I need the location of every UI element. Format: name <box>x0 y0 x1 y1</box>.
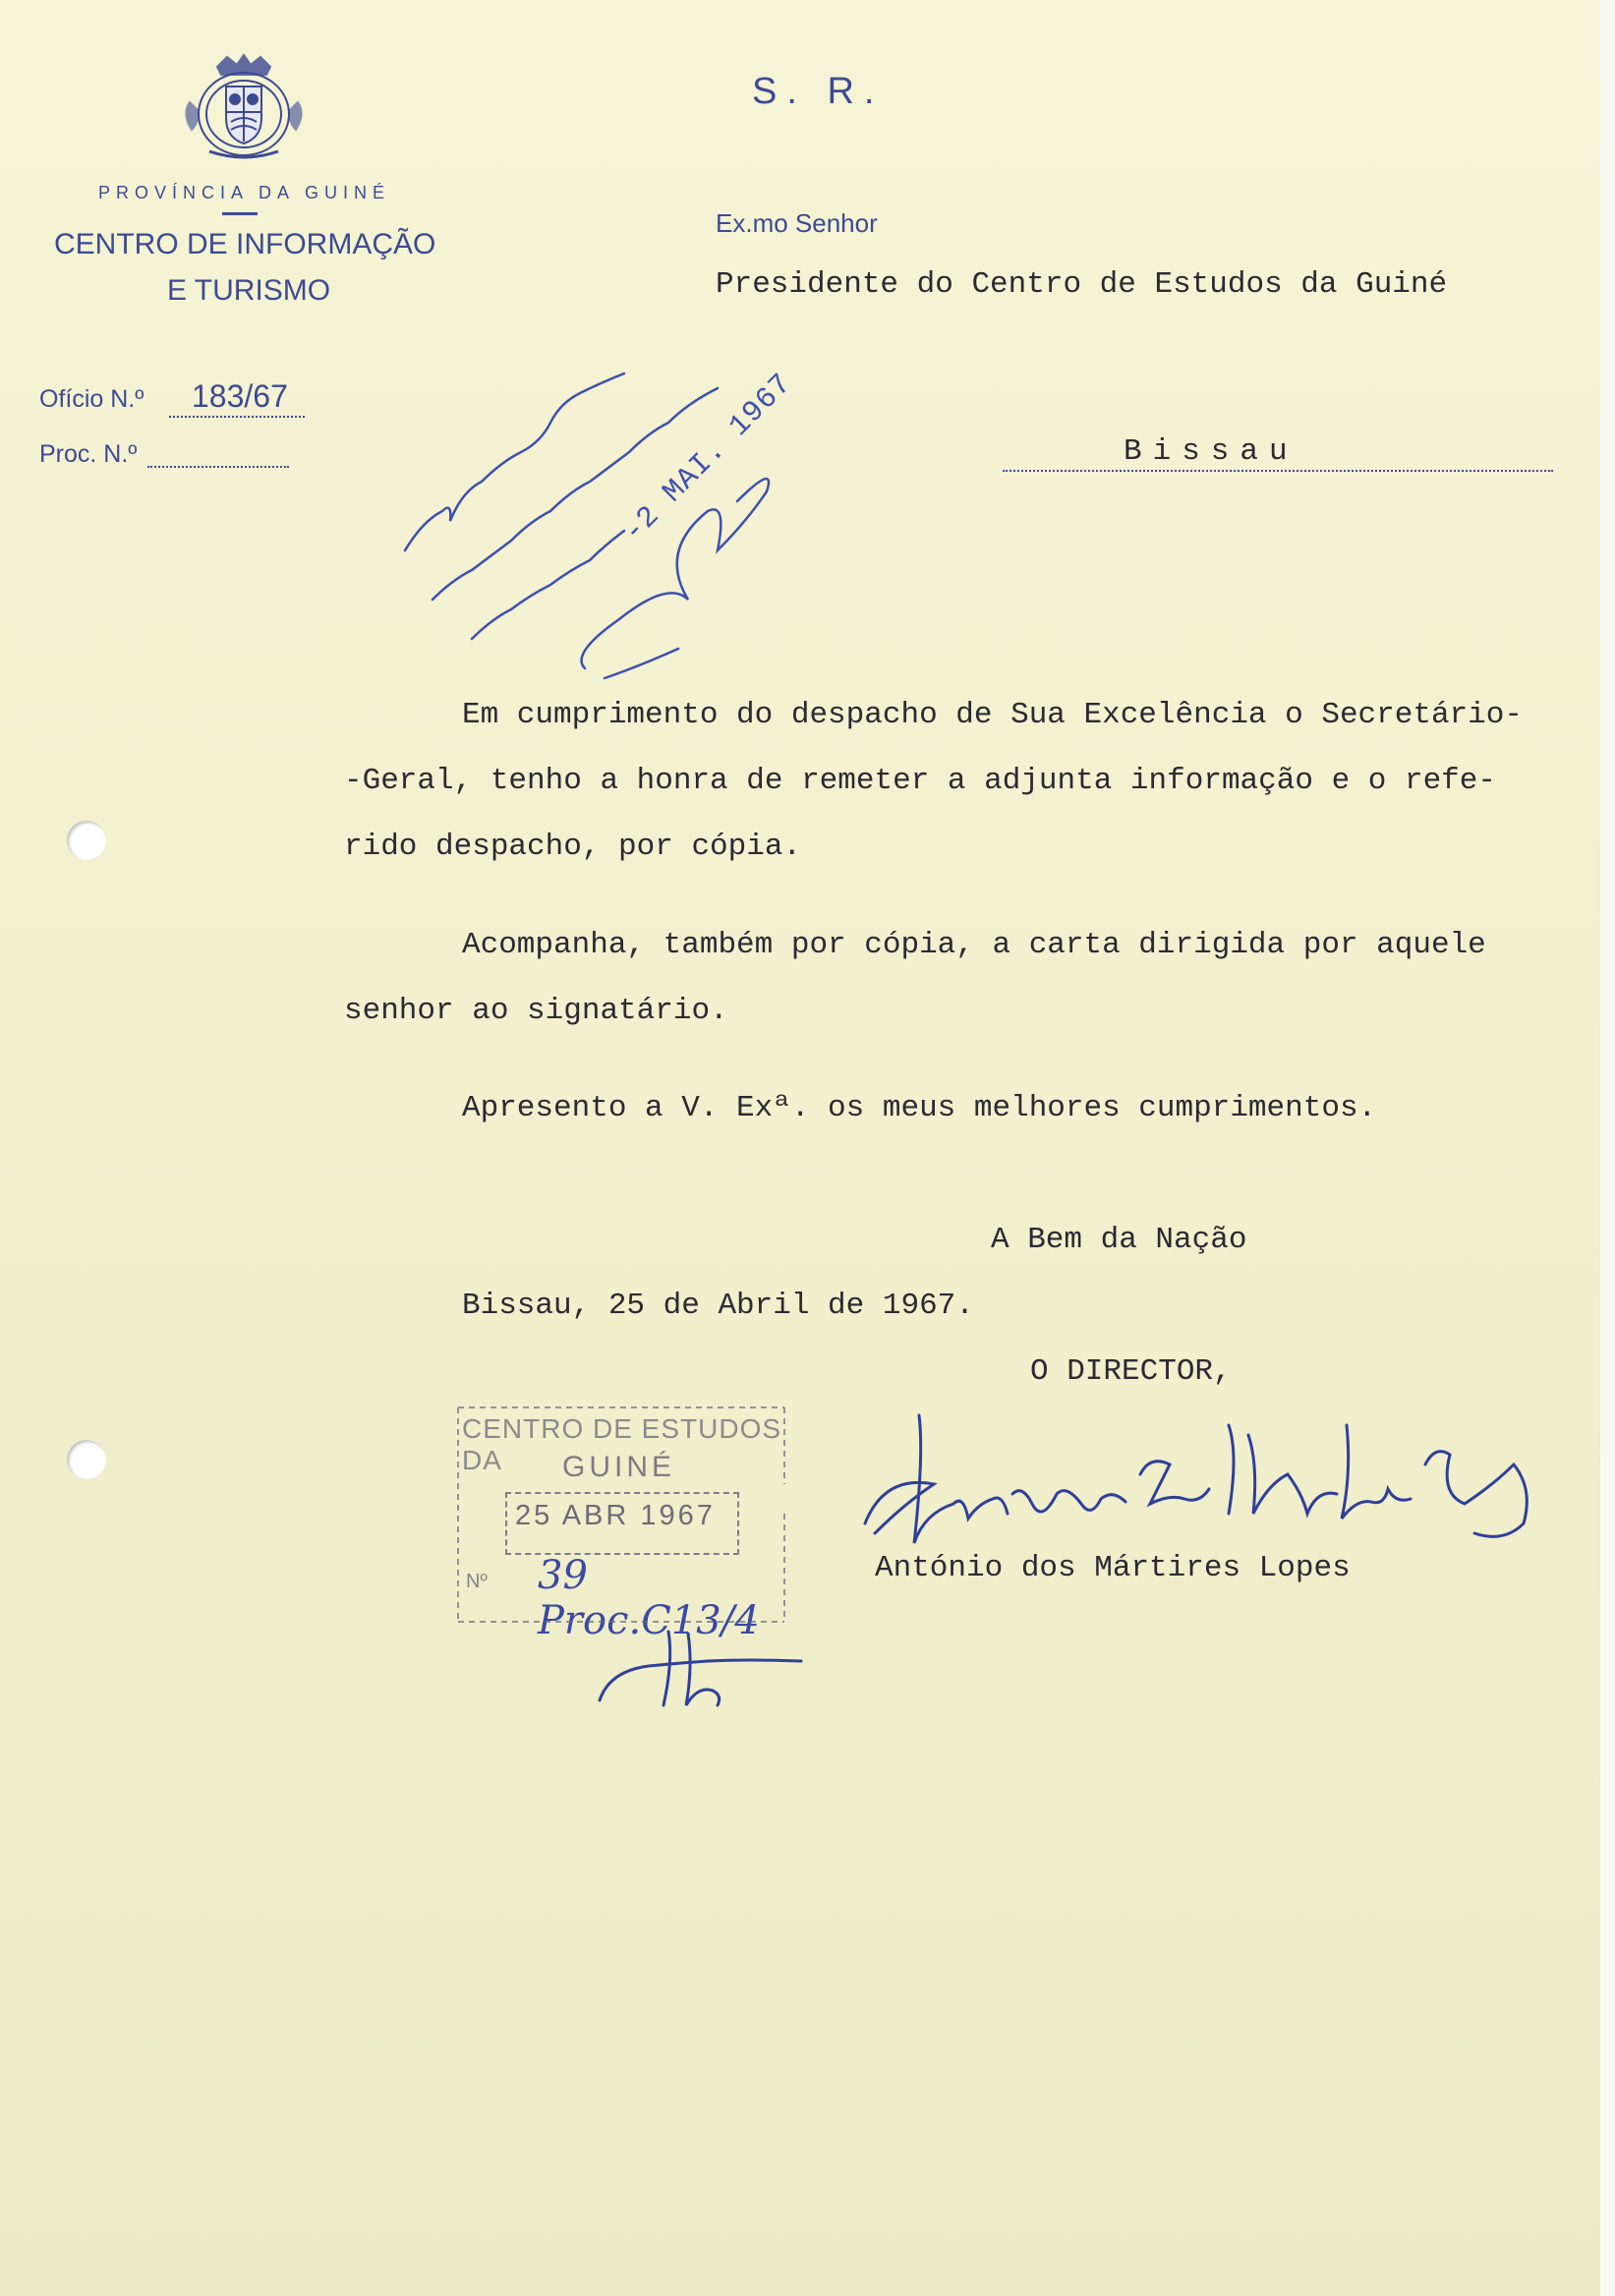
punch-hole <box>67 1440 106 1479</box>
stamp-number-value: 39 Proc.C13/4 <box>538 1553 760 1643</box>
body-line: Apresento a V. Exª. os meus melhores cumprimentos. <box>462 1091 1377 1125</box>
body-line: Em cumprimento do despacho de Sua Excelência o Secretário- <box>462 698 1523 732</box>
coat-of-arms-icon <box>180 53 308 165</box>
page-edge <box>1600 0 1615 2296</box>
stamp-institution: CENTRO DE ESTUDOS DA <box>462 1413 782 1475</box>
oficio-number: 183/67 <box>192 378 288 414</box>
sr-marking: S. R. <box>752 71 885 112</box>
received-stamp <box>454 1406 788 1643</box>
stamp-border <box>454 1406 788 1632</box>
punch-hole <box>67 821 106 860</box>
city: Bissau <box>1124 434 1298 469</box>
province-name: PROVÍNCIA DA GUINÉ <box>98 183 391 202</box>
date-line: Bissau, 25 de Abril de 1967. <box>462 1289 974 1323</box>
stamp-region: GUINÉ <box>562 1451 676 1483</box>
centre-name-line1: CENTRO DE INFORMAÇÃO <box>54 228 436 260</box>
oficio-dotted-line <box>169 416 305 418</box>
oficio-label: Ofício N.º <box>39 385 144 413</box>
stamp-date: 25 ABR 1967 <box>515 1500 716 1531</box>
handwritten-signature <box>845 1396 1583 1573</box>
proc-label: Proc. N.º <box>39 440 138 468</box>
city-dotted-line <box>1003 470 1553 472</box>
salutation: Ex.mo Senhor <box>716 208 878 238</box>
body-line: rido despacho, por cópia. <box>344 830 802 864</box>
body-line: senhor ao signatário. <box>344 994 728 1028</box>
centre-name-line2: E TURISMO <box>167 274 331 307</box>
received-date-stamp: -2 MAI. 1967 <box>617 367 800 550</box>
divider <box>222 212 258 215</box>
addressee: Presidente do Centro de Estudos da Guiné <box>716 267 1448 302</box>
signer-title: O DIRECTOR, <box>1030 1354 1232 1389</box>
closing-motto: A Bem da Nação <box>991 1223 1247 1257</box>
proc-dotted-line <box>147 466 289 468</box>
stamp-number-label: Nº <box>466 1571 488 1592</box>
signer-name: António dos Mártires Lopes <box>875 1551 1351 1585</box>
body-line: Acompanha, também por cópia, a carta dirigida por aquele <box>462 928 1486 962</box>
initials-scribble <box>590 1622 816 1710</box>
body-line: -Geral, tenho a honra de remeter a adjunta informação e o refe- <box>344 764 1496 798</box>
